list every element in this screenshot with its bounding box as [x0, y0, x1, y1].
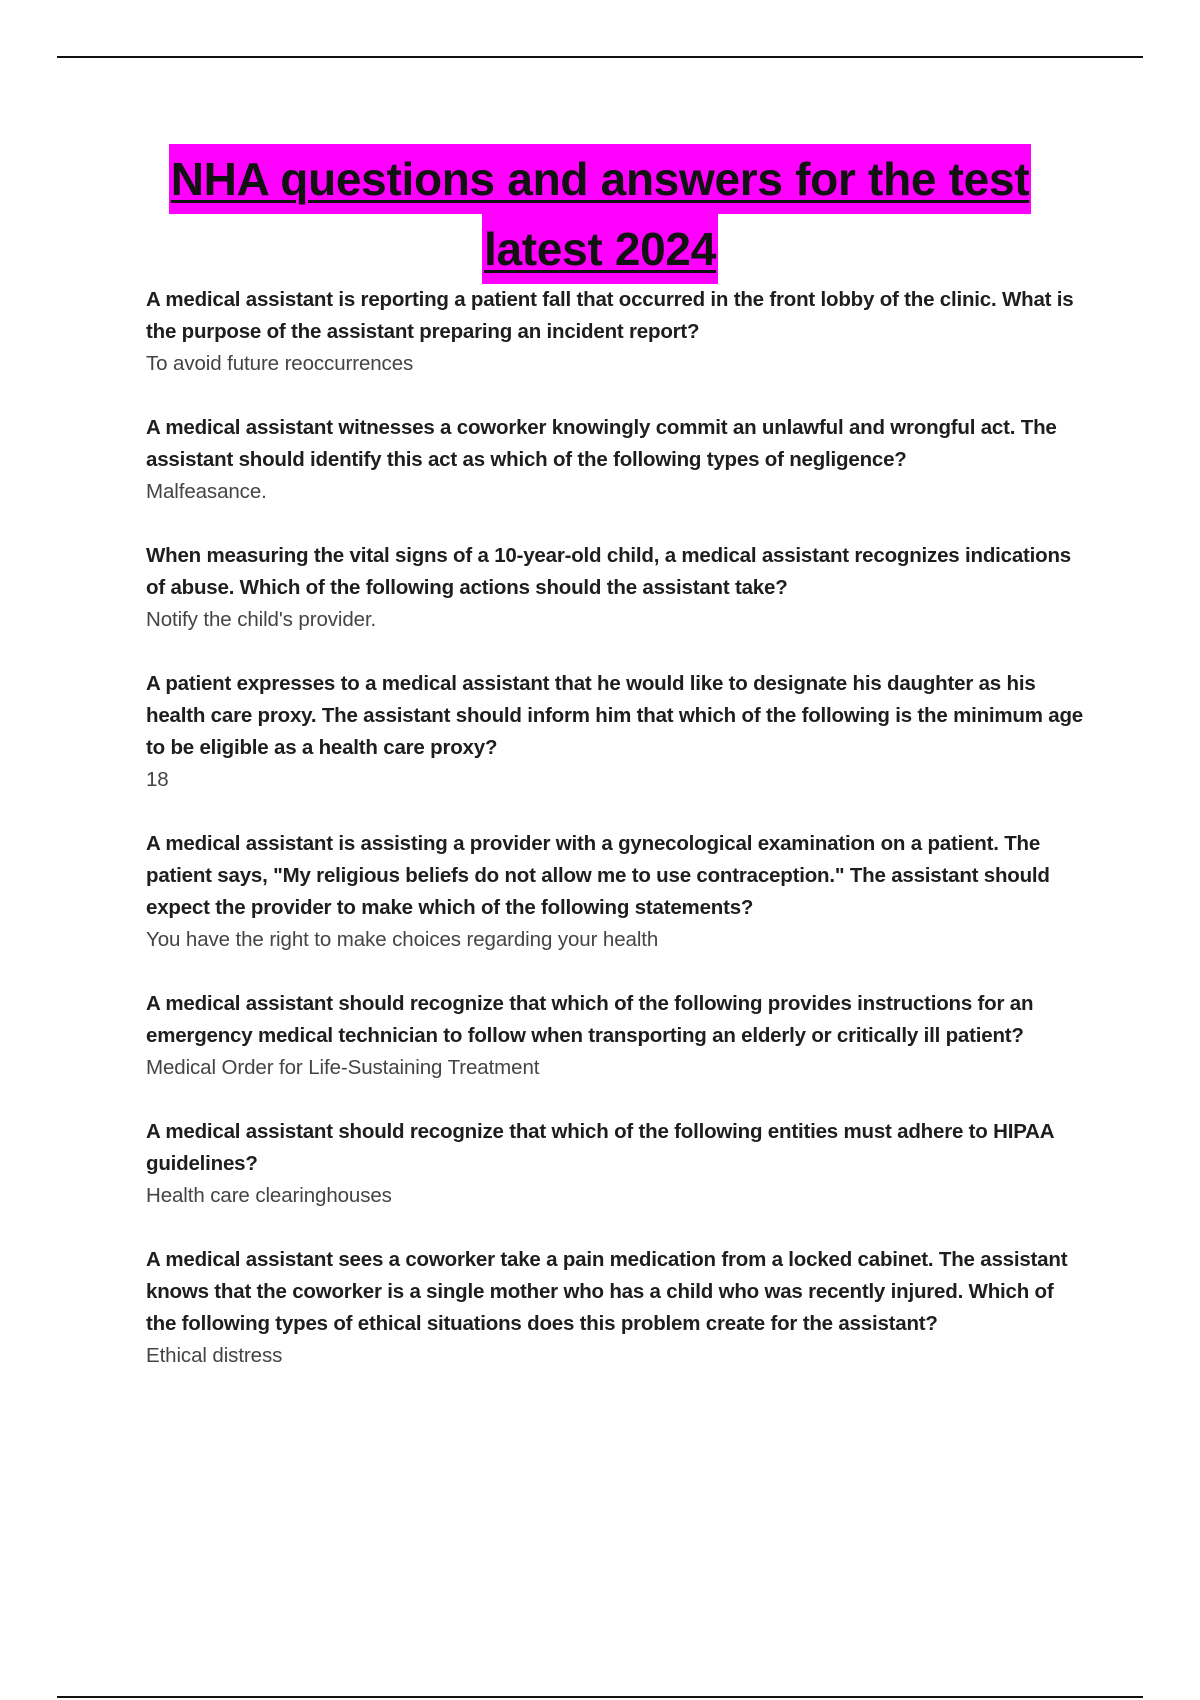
qa-item — [146, 1116, 1086, 1212]
answer-text: Notify the child's provider. — [146, 608, 377, 631]
question-text: A medical assistant should recognize that which of the following provides instructions for an emergency medical technician to follow when transporting an elderly or critically ill patient? — [146, 992, 1034, 1047]
qa-item — [146, 828, 1086, 956]
title-line-1: NHA questions and answers for the test — [169, 144, 1032, 214]
question-text: A medical assistant witnesses a coworker knowingly commit an unlawful and wrongful act. The assistant should identify this act as which of the following types of negligence? — [146, 416, 1057, 471]
answer-text: Malfeasance. — [146, 480, 267, 503]
title-line-2: latest 2024 — [482, 214, 718, 284]
answer-text: To avoid future reoccurrences — [146, 352, 414, 375]
qa-item — [146, 540, 1086, 636]
qa-item — [146, 988, 1086, 1084]
question-text: A medical assistant is assisting a provider with a gynecological examination on a patient. The patient says, "My religious beliefs do not allow me to use contraception." The assistant should expect the provider to make which of the following statements? — [146, 832, 1050, 919]
answer-text: Health care clearinghouses — [146, 1184, 392, 1207]
question-text: When measuring the vital signs of a 10-year-old child, a medical assistant recognizes indications of abuse. Which of the following actions should the assistant take? — [146, 544, 1072, 599]
qa-item — [146, 668, 1086, 796]
top-rule — [57, 56, 1143, 58]
answer-text: Medical Order for Life-Sustaining Treatment — [146, 1056, 540, 1079]
answer-text: You have the right to make choices regarding your health — [146, 928, 659, 951]
answer-text: Ethical distress — [146, 1344, 283, 1367]
qa-item — [146, 284, 1086, 380]
qa-list — [146, 284, 1086, 1404]
question-text: A medical assistant should recognize that which of the following entities must adhere to HIPAA guidelines? — [146, 1120, 1054, 1175]
qa-item — [146, 412, 1086, 508]
bottom-rule — [57, 1696, 1143, 1698]
document-title — [100, 144, 1100, 284]
question-text: A medical assistant is reporting a patient fall that occurred in the front lobby of the clinic. What is the purpose of the assistant preparing an incident report? — [146, 288, 1074, 343]
answer-text: 18 — [146, 768, 169, 791]
question-text: A patient expresses to a medical assistant that he would like to designate his daughter as his health care proxy. The assistant should inform him that which of the following is the minimum age to be eligible as a health care proxy? — [146, 672, 1084, 759]
question-text: A medical assistant sees a coworker take a pain medication from a locked cabinet. The assistant knows that the coworker is a single mother who has a child who was recently injured. Which of the following types of ethical situations does this problem create for the assistant? — [146, 1248, 1068, 1335]
qa-item — [146, 1244, 1086, 1372]
